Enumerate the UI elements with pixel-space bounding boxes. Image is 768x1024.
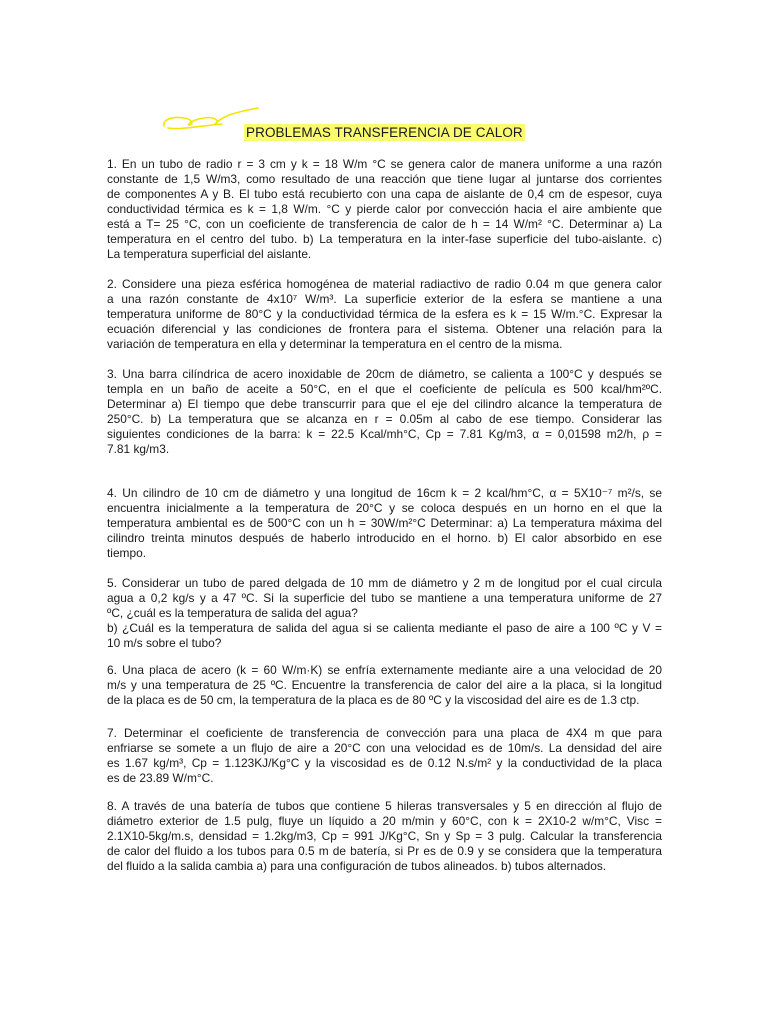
problem-5	[107, 576, 662, 651]
problem-line: a una razón constante de 4x10⁷ W/m³. La superficie exterior de la esfera se mantiene a una	[107, 292, 662, 306]
problem-line: 3. Una barra cilíndrica de acero inoxidable de 20cm de diámetro, se calienta a 100°C y después se	[107, 367, 662, 381]
problem-line: encuentra inicialmente a la temperatura de 20°C y se coloca después en un horno en el que la	[107, 501, 662, 515]
problem-line: temperatura uniforme de 80°C y la conductividad térmica de la esfera es k = 15 W/m.°C. Expresar la	[107, 307, 662, 321]
problem-line: es de 23.89 W/m°C.	[107, 771, 214, 785]
problem-line: agua a 0,2 kg/s y a 47 ºC. Si la superficie del tubo se mantiene a una temperatura uniforme de 27	[107, 591, 662, 605]
problem-line: del fluido a la salida cambia a) para una configuración de tubos alineados. b) tubos alternados.	[107, 859, 607, 873]
problem-line: 6. Una placa de acero (k = 60 W/m·K) se enfría externamente mediante aire a una velocidad de 20	[107, 663, 662, 677]
problem-line: enfriarse se somete a un flujo de aire a 20°C con una velocidad es de 10m/s. La densidad del aire	[107, 741, 662, 755]
problem-line: diámetro exterior de 1.5 pulg, fluye un líquido a 20 m/min y 60°C, con k = 2X10-2 w/m°C, Visc =	[107, 814, 662, 828]
problem-1	[107, 157, 662, 262]
problem-2	[107, 277, 662, 352]
problem-4	[107, 486, 662, 561]
problem-line: siguientes condiciones de la barra: k = 22.5 Kcal/mh°C, Cp = 7.81 Kg/m3, α = 0,01598 m2/h, ρ =	[107, 427, 662, 441]
problem-line: 5. Considerar un tubo de pared delgada de 10 mm de diámetro y 2 m de longitud por el cual circula	[107, 576, 662, 590]
problem-line: La temperatura superficial del aislante.	[107, 247, 312, 261]
problem-line: templa en un baño de aceite a 50°C, en el que el coeficiente de película es 500 kcal/hm²ºC.	[107, 382, 662, 396]
problem-line: 7. Determinar el coeficiente de transferencia de convección para una placa de 4X4 m que para	[107, 726, 662, 740]
document-title: PROBLEMAS TRANSFERENCIA DE CALOR	[246, 125, 523, 140]
problem-line: temperatura en el centro del tubo. b) La temperatura en la inter-fase superficie del tubo-aislante. c)	[107, 232, 662, 246]
problem-line: 250°C. b) La temperatura que se alcanza en r = 0.05m al cabo de ese tiempo. Considerar las	[107, 412, 662, 426]
problem-line: 10 m/s sobre el tubo?	[107, 636, 222, 650]
problem-line: variación de temperatura en ella y determinar la temperatura en el centro de la misma.	[107, 337, 563, 351]
problem-6	[107, 663, 662, 708]
problem-line: es 1.67 kg/m³, Cp = 1.123KJ/Kg°C y la viscosidad es de 0.12 N.s/m² y la conductividad de la placa	[107, 756, 662, 770]
problem-line: ecuación diferencial y las condiciones de frontera para el sistema. Obtener una relación para la	[107, 322, 662, 336]
problem-line: m/s y una temperatura de 25 ºC. Encuentre la transferencia de calor del aire a la placa, si la longitud	[107, 678, 662, 692]
problem-line: 4. Un cilindro de 10 cm de diámetro y una longitud de 16cm k = 2 kcal/hm°C, α = 5X10⁻⁷ m²/s, se	[107, 486, 662, 500]
problem-line: cilindro treinta minutos después de haberlo introducido en el horno. b) El calor absorbido en ese	[107, 531, 662, 545]
problem-line: de calor del fluido a los tubos para 0.5 m de batería, si Pr es de 0.9 y se considera que la temperatura	[107, 844, 662, 858]
problem-line: 7.81 kg/m3.	[107, 442, 170, 456]
problem-3	[107, 367, 662, 457]
problem-line: constante de 1,5 W/m3, como resultado de una reacción que tiene lugar al juntarse dos corrientes	[107, 172, 662, 186]
problem-line: tiempo.	[107, 546, 146, 560]
problem-line: temperatura ambiental es de 500°C con un h = 30W/m²°C Determinar: a) La temperatura máxima del	[107, 516, 662, 530]
problem-line: 2.1X10-5kg/m.s, densidad = 1.2kg/m3, Cp = 991 J/Kg°C, Sn y Sp = 3 pulg. Calcular la transferencia	[107, 829, 662, 843]
problem-7	[107, 726, 662, 786]
problem-line: Determinar a) El tiempo que debe transcurrir para que el eje del cilindro alcance la temperatura de	[107, 397, 662, 411]
problem-line: conductividad térmica es k = 1,8 W/m. °C y pierde calor por convección hacia el aire ambiente que	[107, 202, 662, 216]
problem-line: de la placa es de 50 cm, la temperatura de la placa es de 80 ºC y la viscosidad del aire es de 1.3 ctp.	[107, 693, 640, 707]
problem-line: 2. Considere una pieza esférica homogénea de material radiactivo de radio 0.04 m que genera calor	[107, 277, 662, 291]
problem-8	[107, 799, 662, 874]
problem-line: ºC, ¿cuál es la temperatura de salida del agua?	[107, 606, 358, 620]
problem-line: 8. A través de una batería de tubos que contiene 5 hileras transversales y 5 en dirección al flujo de	[107, 799, 662, 813]
problem-line: de componentes A y B. El tubo está recubierto con una capa de aislante de 0,4 cm de espesor, cuya	[107, 187, 662, 201]
problem-line: b) ¿Cuál es la temperatura de salida del agua si se calienta mediante el paso de aire a 100 ºC y V =	[107, 621, 662, 635]
problem-line: está a T= 25 °C, con un coeficiente de transferencia de calor de h = 14 W/m² °C. Determinar a) La	[107, 217, 662, 231]
problem-line: 1. En un tubo de radio r = 3 cm y k = 18 W/m °C se genera calor de manera uniforme a una razón	[107, 157, 662, 171]
